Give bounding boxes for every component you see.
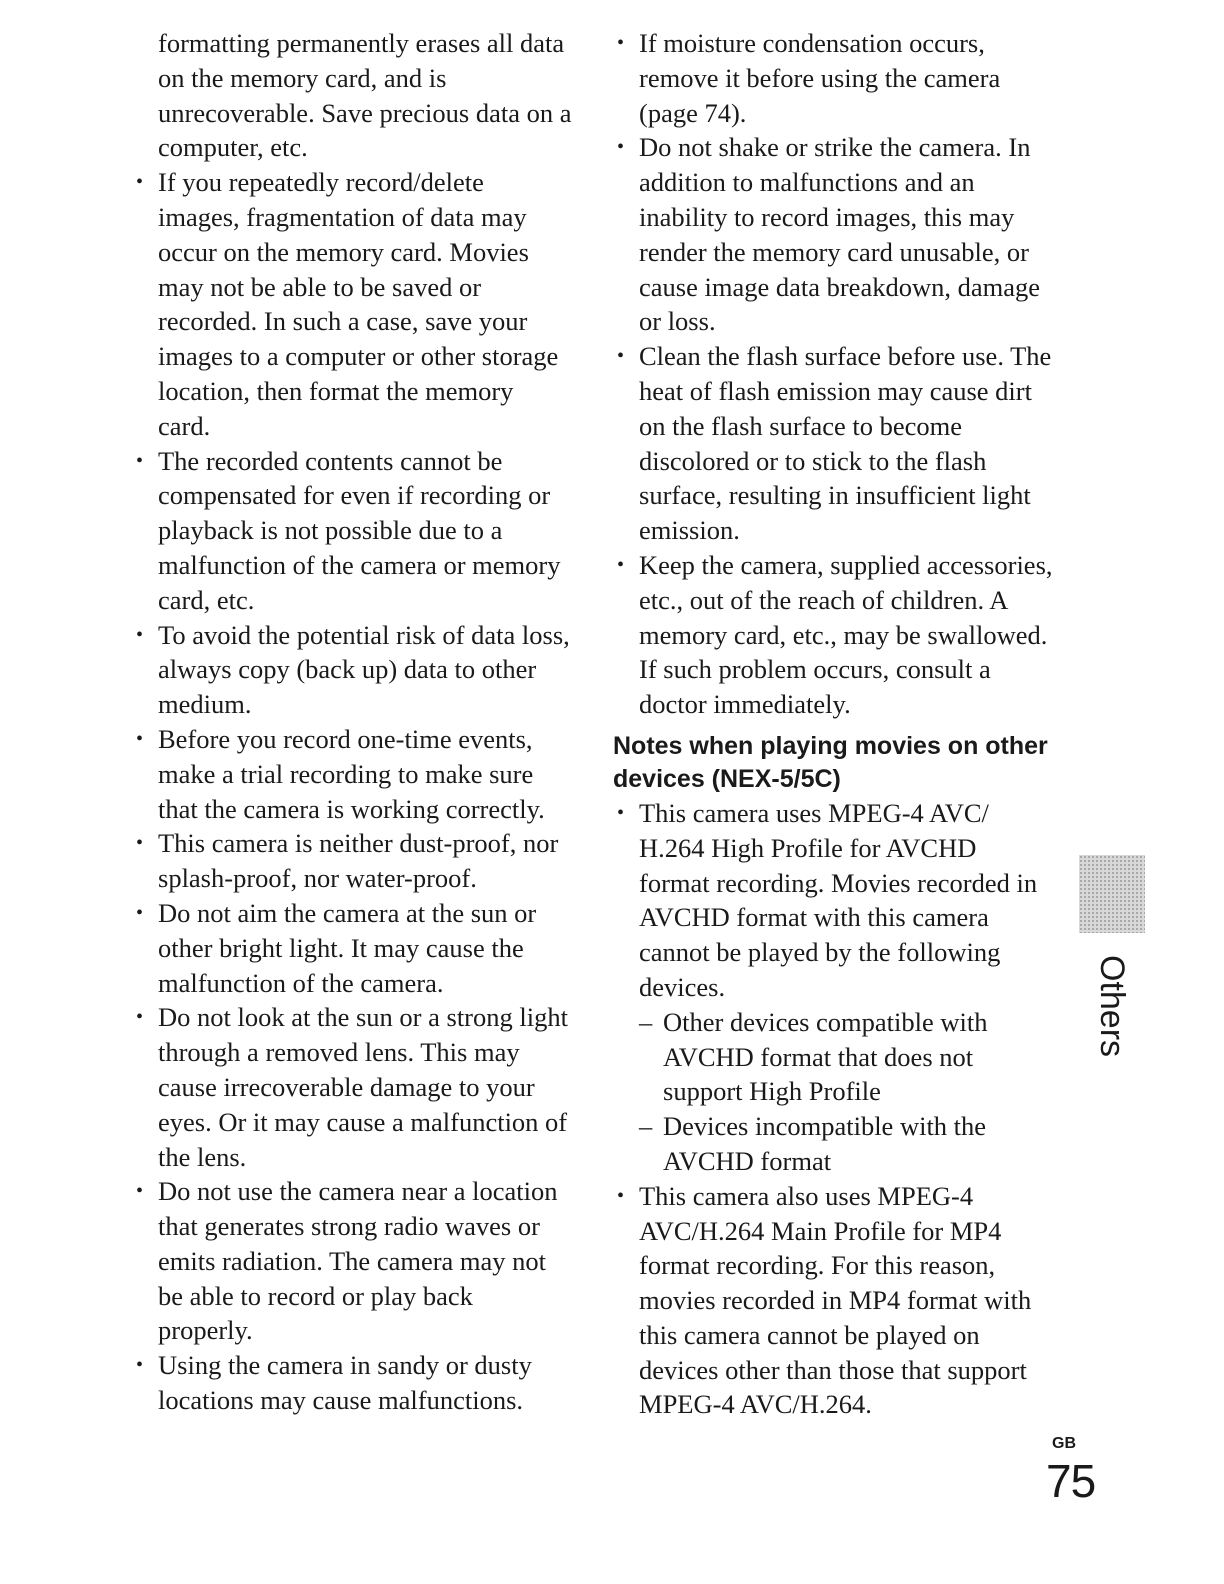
language-code: GB <box>1052 1435 1076 1452</box>
list-item: • Do not use the camera near a location that generates strong radio waves or emits radiation. The camera may not be able to record or play back properly. <box>132 1174 572 1348</box>
list-item: • This camera also uses MPEG-4 AVC/H.264 Main Profile for MP4 format recording. For this reason, movies recorded in MP4 format with this camera cannot be played on devices other than those that support MPEG-4 AVC/H.264. <box>613 1179 1053 1423</box>
list-item: • Do not aim the camera at the sun or other bright light. It may cause the malfunction of the camera. <box>132 896 572 1000</box>
list-item <box>613 796 1053 1179</box>
page-number: 75 <box>1046 1455 1096 1507</box>
list-item: • This camera is neither dust-proof, nor splash-proof, nor water-proof. <box>132 826 572 896</box>
list-item: • The recorded contents cannot be compensated for even if recording or playback is not possible due to a malfunction of the camera or memory card, etc. <box>132 444 572 618</box>
list-item: • If you repeatedly record/delete images, fragmentation of data may occur on the memory card. Movies may not be able to be saved or recorded. In such a case, save your images to a computer or other storage location, then format the memory card. <box>132 165 572 443</box>
continued-paragraph: formatting permanently erases all data on the memory card, and is unrecoverable. Save precious data on a computer, etc. <box>158 28 572 163</box>
right-bullet-list <box>613 26 1053 722</box>
left-column <box>132 26 572 1418</box>
list-item: • Clean the flash surface before use. The heat of flash emission may cause dirt on the flash surface to become discolored or to stick to the flash surface, resulting in insufficient light emission. <box>613 339 1053 548</box>
chapter-tab-marker <box>1079 855 1145 933</box>
list-item: • If moisture condensation occurs, remove it before using the camera (page 74). <box>613 26 1053 130</box>
sub-list-item: – Other devices compatible with AVCHD format that does not support High Profile <box>639 1005 1053 1109</box>
chapter-tab-label: Others <box>1093 955 1131 1058</box>
list-item: • Do not look at the sun or a strong light through a removed lens. This may cause irrecoverable damage to your eyes. Or it may cause a malfunction of the lens. <box>132 1000 572 1174</box>
section-heading: Notes when playing movies on other devices (NEX-5/5C) <box>613 731 1048 793</box>
left-bullet-list <box>132 165 572 1418</box>
list-item: • Before you record one-time events, make a trial recording to make sure that the camera is working correctly. <box>132 722 572 826</box>
sub-list-item: – Devices incompatible with the AVCHD format <box>639 1109 1053 1179</box>
sub-item-list <box>639 1005 1053 1179</box>
list-item: • Do not shake or strike the camera. In addition to malfunctions and an inability to record images, this may render the memory card unusable, or cause image data breakdown, damage or loss. <box>613 130 1053 339</box>
list-item: • To avoid the potential risk of data loss, always copy (back up) data to other medium. <box>132 618 572 722</box>
movie-notes-list <box>613 796 1053 1422</box>
list-item: • Keep the camera, supplied accessories, etc., out of the reach of children. A memory card, etc., may be swallowed. If such problem occurs, consult a doctor immediately. <box>613 548 1053 722</box>
list-item: • Using the camera in sandy or dusty locations may cause malfunctions. <box>132 1348 572 1418</box>
list-item-text: This camera uses MPEG-4 AVC/ H.264 High Profile for AVCHD format recording. Movies recorded in AVCHD format with this camera cannot be played by the following devices. <box>639 797 1038 1002</box>
right-column <box>613 26 1053 1422</box>
